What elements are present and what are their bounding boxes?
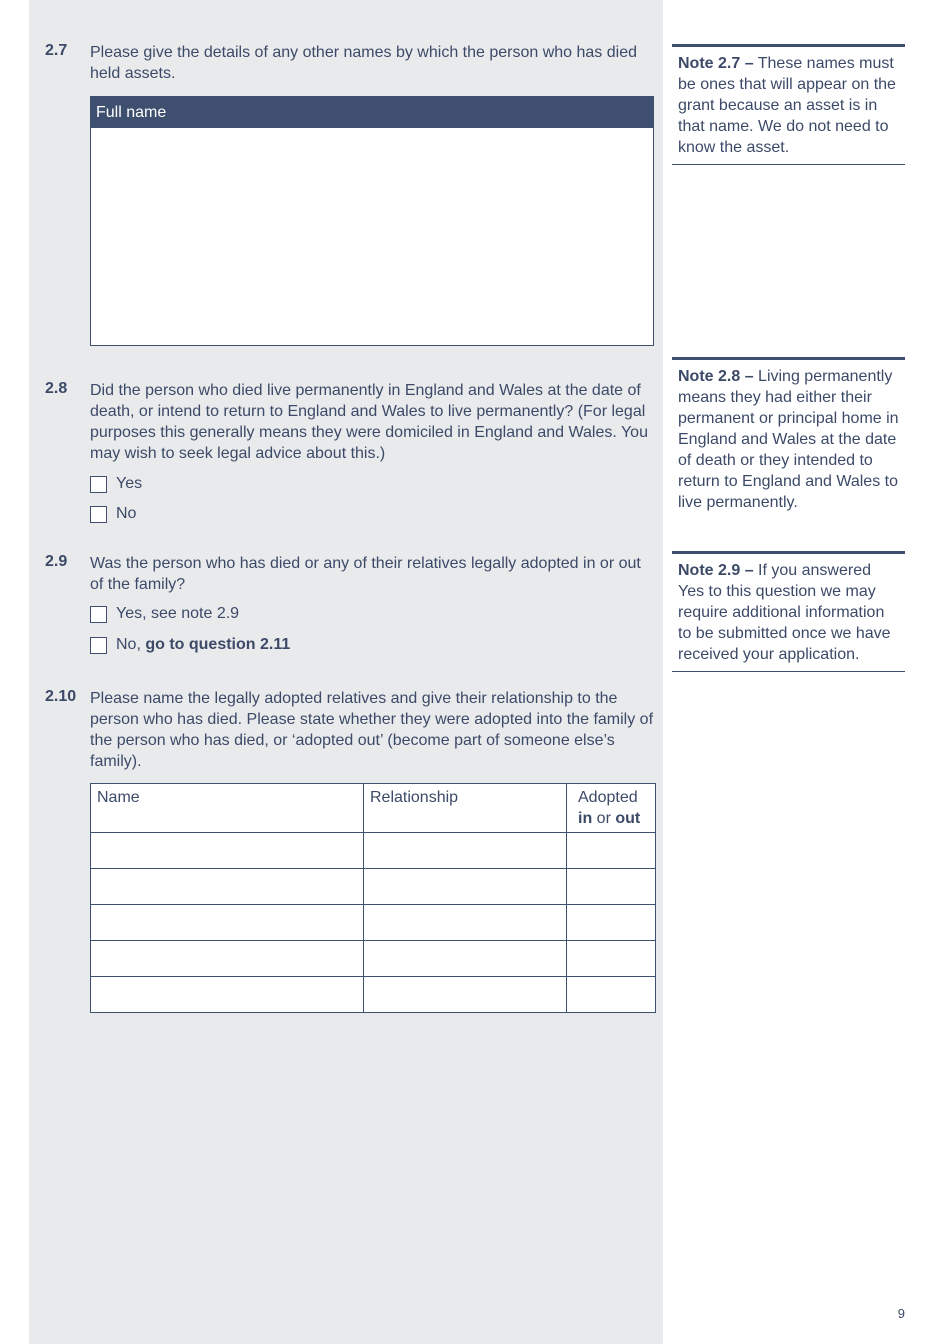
note-2-9 <box>672 551 905 672</box>
option-label: Yes, see note 2.9 <box>116 605 240 622</box>
table-row <box>91 833 656 869</box>
checkbox-2-9-no[interactable] <box>90 637 107 654</box>
option-2-9-no[interactable] <box>90 636 290 654</box>
column-adopted: Adopted in or out <box>567 784 656 833</box>
option-2-8-yes[interactable] <box>90 475 142 493</box>
column-relationship: Relationship <box>364 784 567 833</box>
question-2-10-text: Please name the legally adopted relatives and give their relationship to the person who has died. Please state whether they were adopted into the family of the person who has died, or ‘adopted out’ (become part of someone else’s family). <box>90 690 654 770</box>
question-2-7-number: 2.7 <box>45 42 68 59</box>
relationship-cell[interactable] <box>364 941 567 977</box>
option-2-8-no[interactable] <box>90 505 136 523</box>
adopted-cell[interactable] <box>567 977 656 1013</box>
full-name-field[interactable] <box>90 96 654 346</box>
name-cell[interactable] <box>91 905 364 941</box>
adopted-cell[interactable] <box>567 905 656 941</box>
table-row <box>91 869 656 905</box>
page-number: 9 <box>897 1306 905 1321</box>
relationship-cell[interactable] <box>364 905 567 941</box>
name-cell[interactable] <box>91 941 364 977</box>
go-to-instruction: go to question 2.11 <box>145 636 291 653</box>
note-label: Note 2.7 – <box>678 55 754 72</box>
option-label: Yes <box>116 475 143 492</box>
note-label: Note 2.8 – <box>678 368 754 385</box>
adopted-relatives-table <box>90 783 656 1013</box>
name-cell[interactable] <box>91 833 364 869</box>
adopted-cell[interactable] <box>567 941 656 977</box>
table-row <box>91 905 656 941</box>
option-label: No <box>116 505 137 522</box>
name-cell[interactable] <box>91 977 364 1013</box>
table-row <box>91 941 656 977</box>
relationship-cell[interactable] <box>364 833 567 869</box>
note-text: Living permanently means they had either their permanent or principal home in England and Wales at the date of death or they intended to return to England and Wales to live permanently. <box>678 368 899 511</box>
checkbox-2-9-yes[interactable] <box>90 606 107 623</box>
question-2-8-text: Did the person who died live permanently in England and Wales at the date of death, or intend to return to England and Wales to live permanently? (For legal purposes this generally means they were domiciled in England and Wales. You may wish to seek legal advice about this.) <box>90 382 648 462</box>
full-name-header: Full name <box>91 97 653 128</box>
note-2-8 <box>672 357 905 519</box>
note-label: Note 2.9 – <box>678 562 754 579</box>
adopted-cell[interactable] <box>567 869 656 905</box>
note-text: If you answered Yes to this question we may require additional information to be submitted once we have received your application. <box>678 562 891 663</box>
table-header-row <box>91 784 656 833</box>
note-2-7 <box>672 44 905 165</box>
name-cell[interactable] <box>91 869 364 905</box>
adopted-cell[interactable] <box>567 833 656 869</box>
question-2-9-text: Was the person who has died or any of their relatives legally adopted in or out of the family? <box>90 555 641 593</box>
relationship-cell[interactable] <box>364 869 567 905</box>
checkbox-2-8-yes[interactable] <box>90 476 107 493</box>
option-2-9-yes[interactable] <box>90 605 239 623</box>
table-row <box>91 977 656 1013</box>
column-name: Name <box>91 784 364 833</box>
note-text: These names must be ones that will appear on the grant because an asset is in that name. We do not need to know the asset. <box>678 55 896 156</box>
question-2-7-text: Please give the details of any other names by which the person who has died held assets. <box>90 44 637 82</box>
question-2-8-number: 2.8 <box>45 380 68 397</box>
relationship-cell[interactable] <box>364 977 567 1013</box>
option-label: No, go to question 2.11 <box>116 636 291 653</box>
checkbox-2-8-no[interactable] <box>90 506 107 523</box>
question-2-10-number: 2.10 <box>45 688 77 705</box>
question-2-9-number: 2.9 <box>45 553 68 570</box>
